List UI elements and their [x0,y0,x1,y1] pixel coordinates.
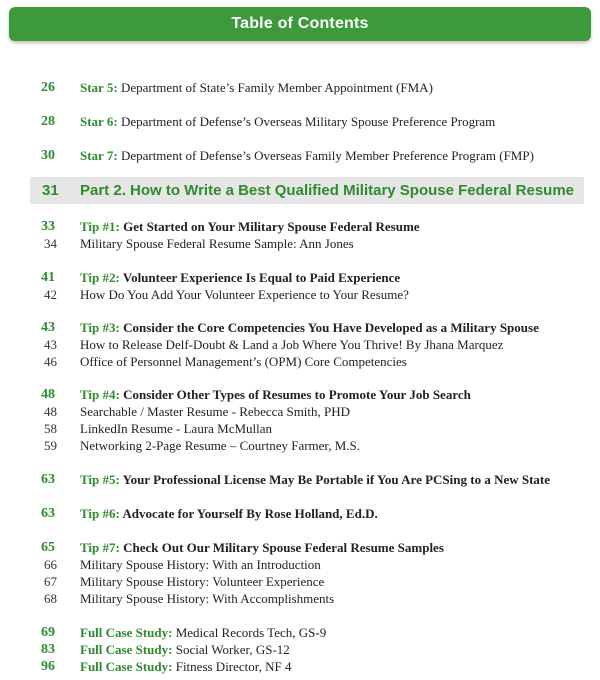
part-title: Part 2. How to Write a Best Qualified Military Spouse Federal Resume [80,182,575,199]
page-number: 48 [41,387,55,402]
part-page-number: 31 [42,182,59,199]
page-number: 67 [44,574,57,589]
toc-subentry[interactable] [0,590,600,607]
page-number: 30 [41,148,55,163]
toc-subentry[interactable] [0,437,600,454]
page-number: 69 [41,625,55,640]
page-number: 59 [44,438,57,453]
toc-entry-tip-4[interactable] [0,386,600,403]
entry-text: Tip #2: Volunteer Experience Is Equal to Paid Experience [80,270,401,285]
entry-text: Star 5: Department of State’s Family Member Appointment (FMA) [80,80,433,95]
entry-text: Full Case Study: Medical Records Tech, GS-9 [80,625,327,640]
toc-subentry[interactable] [0,353,600,370]
entry-text: Full Case Study: Fitness Director, NF 4 [80,659,292,674]
toc-entry-tip-2[interactable] [0,269,600,286]
entry-text: Military Spouse History: With an Introduction [80,557,321,572]
page-number: 28 [41,114,55,129]
entry-text: Searchable / Master Resume - Rebecca Smith, PHD [80,404,351,419]
toc-entry-star-5[interactable] [0,79,600,96]
entry-text: Tip #4: Consider Other Types of Resumes to Promote Your Job Search [80,387,471,402]
toc-subentry[interactable] [0,235,600,252]
page-number: 65 [41,540,55,555]
page-number: 41 [41,270,55,285]
entry-text: Full Case Study: Social Worker, GS-12 [80,642,290,657]
entry-text: Tip #1: Get Started on Your Military Spouse Federal Resume [80,219,420,234]
page-number: 58 [44,421,57,436]
page-number: 42 [44,287,57,302]
toc-subentry[interactable] [0,556,600,573]
page-number: 63 [41,506,55,521]
entry-text: Military Spouse History: With Accomplishments [80,591,335,606]
entry-text: Tip #7: Check Out Our Military Spouse Federal Resume Samples [80,540,444,555]
toc-entry-tip-7[interactable] [0,539,600,556]
toc-entry-case-study[interactable] [0,624,600,641]
entry-text: Star 6: Department of Defense’s Overseas Military Spouse Preference Program [80,114,496,129]
entry-text: Military Spouse Federal Resume Sample: Ann Jones [80,236,354,251]
toc-subentry[interactable] [0,573,600,590]
entry-text: LinkedIn Resume - Laura McMullan [80,421,273,436]
page-number: 43 [41,320,55,335]
toc-subentry[interactable] [0,420,600,437]
toc-entry-star-7[interactable] [0,147,600,164]
entry-text: Office of Personnel Management’s (OPM) Core Competencies [80,354,407,369]
page-number: 83 [41,642,55,657]
page-number: 43 [44,337,57,352]
toc-entry-tip-3[interactable] [0,319,600,336]
toc-header [9,7,591,41]
toc-entry-tip-6[interactable] [0,505,600,522]
entry-text: How Do You Add Your Volunteer Experience to Your Resume? [80,287,409,302]
page-number: 66 [44,557,57,572]
page-title: Table of Contents [231,15,369,32]
page-number: 48 [44,404,57,419]
entry-text: How to Release Delf-Doubt & Land a Job Where You Thrive! By Jhana Marquez [80,337,504,352]
entry-text: Tip #3: Consider the Core Competencies You Have Developed as a Military Spouse [80,320,539,335]
entry-text: Military Spouse History: Volunteer Experience [80,574,325,589]
toc-subentry[interactable] [0,286,600,303]
entry-text: Tip #6: Advocate for Yourself By Rose Holland, Ed.D. [80,506,378,521]
toc-entry-tip-1[interactable] [0,218,600,235]
toc-entry-tip-5[interactable] [0,471,600,488]
toc-subentry[interactable] [0,336,600,353]
toc-entry-case-study[interactable] [0,641,600,658]
page-number: 46 [44,354,57,369]
toc-entry-star-6[interactable] [0,113,600,130]
toc-entry-case-study[interactable] [0,658,600,675]
entry-text: Tip #5: Your Professional License May Be Portable if You Are PCSing to a New State [80,472,551,487]
page-number: 33 [41,219,55,234]
entry-text: Networking 2-Page Resume – Courtney Farmer, M.S. [80,438,361,453]
page-number: 34 [44,236,57,251]
page-number: 96 [41,659,55,674]
toc-subentry[interactable] [0,403,600,420]
page-number: 26 [41,80,55,95]
page-number: 68 [44,591,57,606]
entry-text: Star 7: Department of Defense’s Overseas Family Member Preference Program (FMP) [80,148,534,163]
page-number: 63 [41,472,55,487]
